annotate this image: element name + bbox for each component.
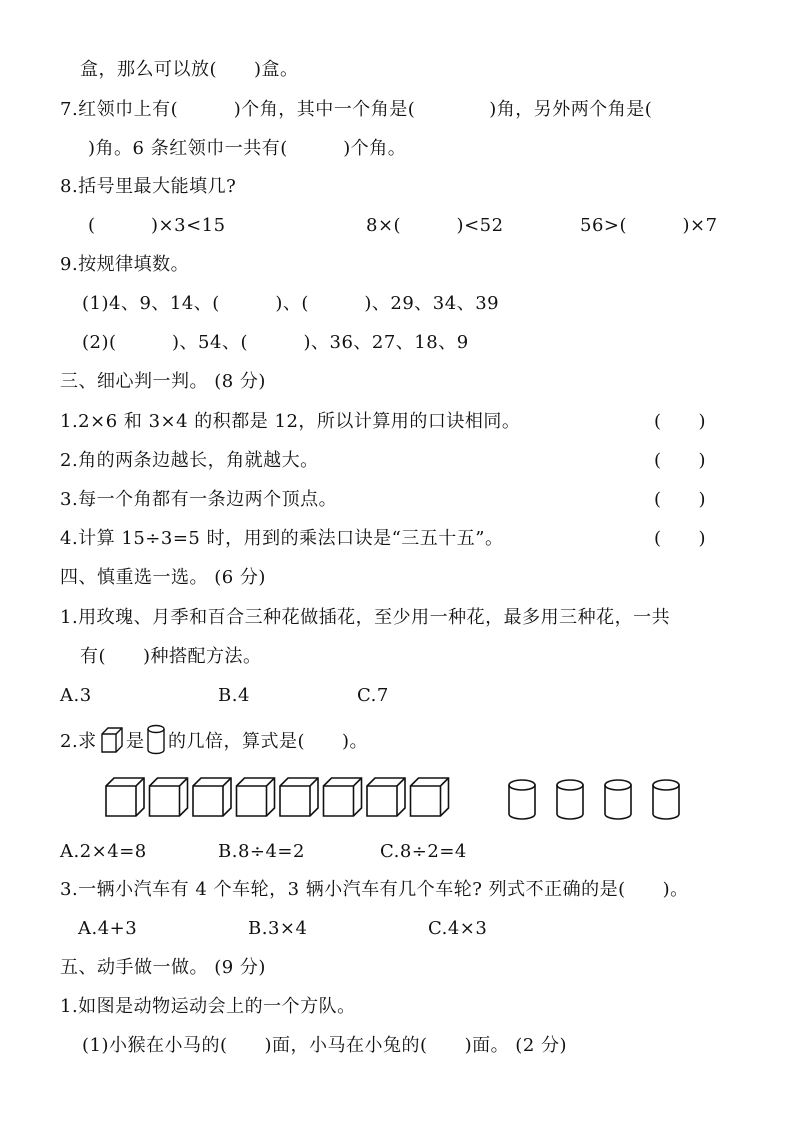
choose-q1-option-c: C.7	[357, 685, 389, 706]
cylinder-shape	[605, 780, 631, 819]
choose-q1-option-b: B.4	[218, 685, 250, 706]
judge-q2: 2.角的两条边越长，角就越大。	[60, 450, 319, 471]
choose-q2-option-a: A.2×4=8	[60, 841, 147, 862]
q7-line2: )角。6 条红领巾一共有( )个角。	[88, 138, 407, 159]
choose-q3: 3.一辆小汽车有 4 个车轮，3 辆小汽车有几个车轮? 列式不正确的是( )。	[60, 879, 689, 900]
choose-q1-line2: 有( )种搭配方法。	[80, 646, 262, 667]
judge-q2-answer: ( )	[654, 450, 707, 471]
q9-sequence2: (2)( )、54、( )、36、27、18、9	[82, 332, 469, 353]
judge-q1: 1.2×6 和 3×4 的积都是 12，所以计算用的口诀相同。	[60, 411, 521, 432]
cylinder-shape	[509, 780, 535, 819]
section-4-title: 四、慎重选一选。 (6 分)	[60, 567, 266, 588]
q7-line1: 7.红领巾上有( )个角，其中一个角是( )角，另外两个角是(	[60, 99, 653, 120]
cube-shape	[106, 778, 144, 816]
cube-group	[106, 778, 449, 816]
choose-q3-option-c: C.4×3	[428, 918, 488, 939]
cube-shape	[411, 778, 449, 816]
judge-q3-answer: ( )	[654, 489, 707, 510]
q9-title: 9.按规律填数。	[60, 254, 190, 275]
section-3-title: 三、细心判一判。 (8 分)	[60, 371, 266, 392]
q9-sequence1: (1)4、9、14、( )、( )、29、34、39	[82, 293, 500, 314]
inline-cylinder-icon	[146, 724, 166, 756]
inline-cube-icon	[100, 726, 124, 754]
cube-shape	[193, 778, 231, 816]
q6-continuation: 盒，那么可以放( )盒。	[80, 59, 299, 80]
cube-shape	[237, 778, 275, 816]
choose-q2-suffix: 的几倍，算式是( )。	[168, 731, 369, 752]
q8-expr1: ( )×3<15	[88, 215, 226, 236]
q8-title: 8.括号里最大能填几?	[60, 176, 237, 197]
judge-q3: 3.每一个角都有一条边两个顶点。	[60, 489, 338, 510]
judge-q4-answer: ( )	[654, 528, 707, 549]
section-5-title: 五、动手做一做。 (9 分)	[60, 957, 266, 978]
choose-q2-option-b: B.8÷4=2	[218, 841, 305, 862]
choose-q2-mid: 是	[126, 731, 145, 752]
choose-q3-option-a: A.4+3	[78, 918, 138, 939]
cube-shape	[367, 778, 405, 816]
choose-q2-option-c: C.8÷2=4	[380, 841, 467, 862]
hands-on-q1: 1.如图是动物运动会上的一个方队。	[60, 996, 356, 1017]
q8-expr2: 8×( )<52	[366, 215, 504, 236]
choose-q2-prefix: 2.求	[60, 731, 97, 752]
hands-on-q1-part1: (1)小猴在小马的( )面，小马在小兔的( )面。 (2 分)	[82, 1035, 568, 1056]
cube-shape	[150, 778, 188, 816]
cube-shape	[324, 778, 362, 816]
choose-q1-line1: 1.用玫瑰、月季和百合三种花做插花，至少用一种花，最多用三种花，一共	[60, 607, 671, 628]
cubes-cylinders-figure	[100, 774, 700, 824]
cylinder-shape	[653, 780, 679, 819]
judge-q1-answer: ( )	[654, 411, 707, 432]
choose-q3-option-b: B.3×4	[248, 918, 308, 939]
cylinder-shape	[557, 780, 583, 819]
cube-shape	[280, 778, 318, 816]
choose-q1-option-a: A.3	[60, 685, 92, 706]
cylinder-group	[509, 780, 679, 819]
q8-expr3: 56>( )×7	[580, 215, 718, 236]
judge-q4: 4.计算 15÷3=5 时，用到的乘法口诀是“三五十五”。	[60, 528, 504, 549]
